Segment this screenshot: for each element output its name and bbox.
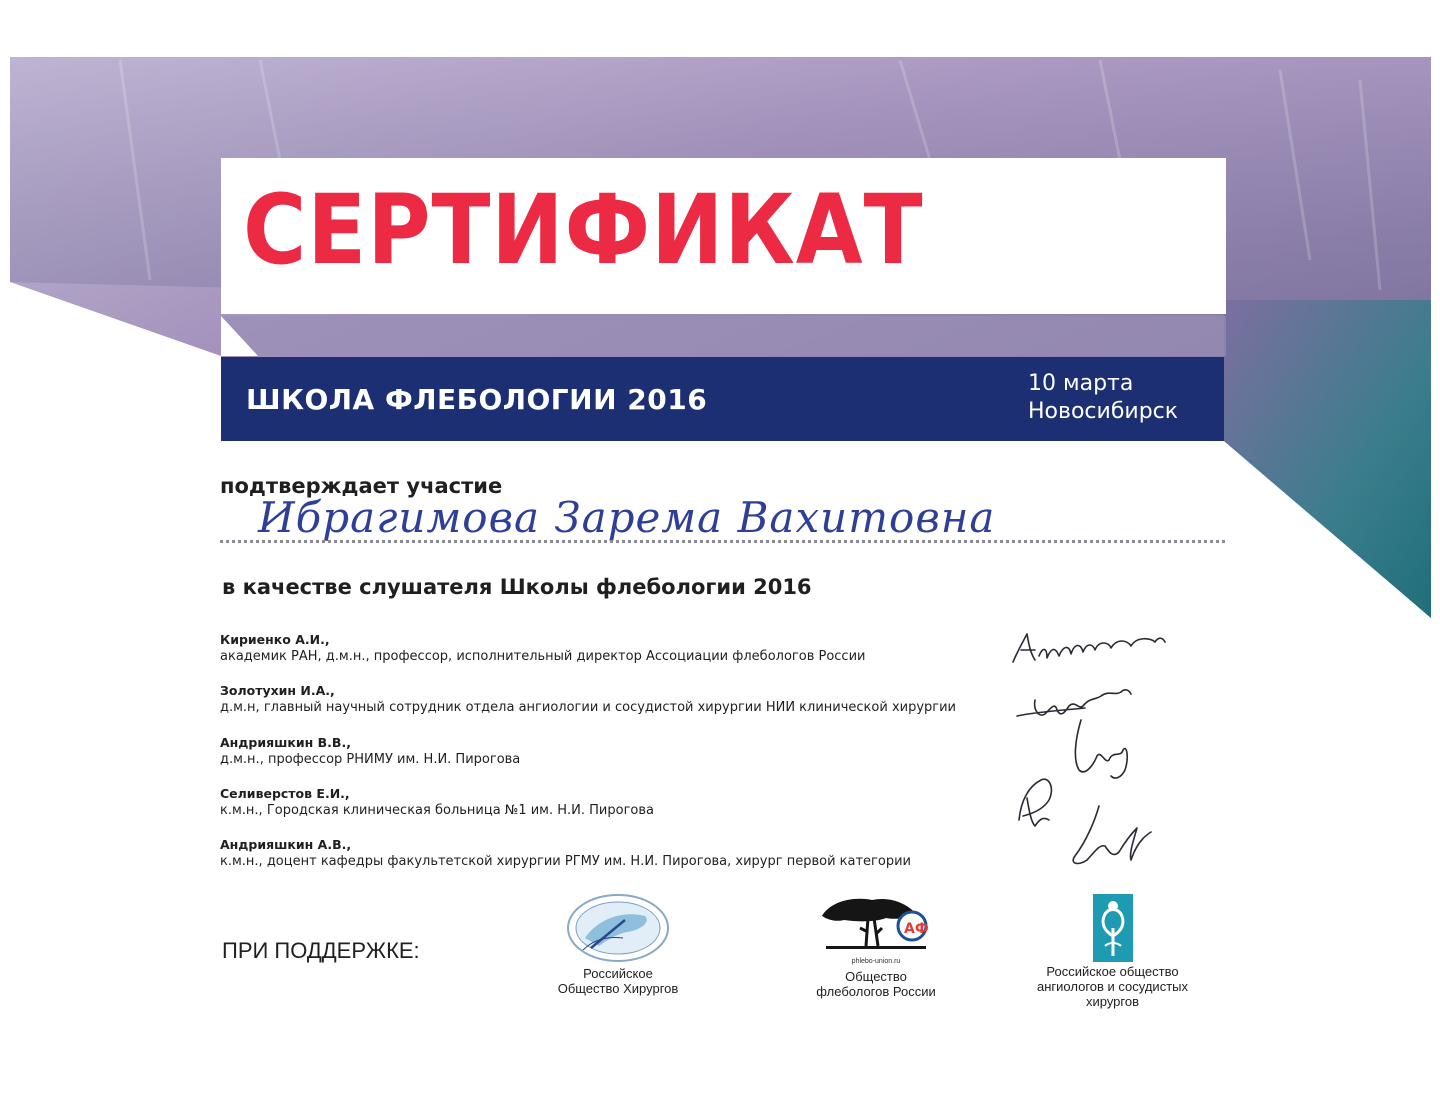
- signer-4: [220, 785, 980, 819]
- signer-5: [220, 836, 980, 870]
- signer-desc: академик РАН, д.м.н., профессор, исполнительный директор Ассоциации флебологов России: [220, 649, 866, 664]
- angiologists-logo: [1091, 892, 1135, 964]
- org-angiologists: [1030, 892, 1195, 1009]
- signature-5: [1073, 806, 1151, 863]
- org-caption-line: Общество Хирургов: [557, 981, 679, 996]
- dotted-line: [220, 540, 1225, 543]
- org-caption-line: хирургов: [1085, 994, 1140, 1009]
- surgeons-logo: [563, 890, 673, 966]
- school-name: ШКОЛА ФЛЕБОЛОГИИ 2016: [246, 383, 708, 416]
- org-surgeons: [548, 890, 688, 996]
- org-caption-line: Российское: [583, 966, 653, 981]
- signature-3: [1075, 720, 1127, 778]
- recipient-name: Ибрагимова Зарема Вахитовна: [258, 493, 996, 542]
- title-box: [221, 158, 1226, 314]
- event-date: 10 марта: [1028, 371, 1134, 396]
- phlebo-mark: АФ: [904, 921, 929, 937]
- phlebo-url: phlebo-union.ru: [851, 958, 901, 965]
- signer-1: [220, 631, 980, 665]
- signature-1: [1013, 634, 1165, 662]
- org-caption-line: Российское общество: [1046, 964, 1179, 979]
- signer-name: Золотухин И.А.,: [220, 683, 335, 698]
- signer-desc: д.м.н, главный научный сотрудник отдела ангиологии и сосудистой хирургии НИИ клинической хирургии: [220, 700, 957, 715]
- signer-3: [220, 734, 980, 768]
- certificate-title: СЕРТИФИКАТ: [243, 174, 924, 286]
- signature-2: [1017, 690, 1131, 716]
- signer-2: [220, 682, 980, 716]
- school-band: [221, 357, 1224, 441]
- confirm-text: подтверждает участие: [220, 474, 503, 498]
- signer-name: Андрияшкин В.В.,: [220, 735, 351, 750]
- phlebologists-logo: [816, 888, 936, 956]
- signer-name: Андрияшкин А.В.,: [220, 837, 352, 852]
- org-caption-line: ангиологов и сосудистых: [1037, 979, 1188, 994]
- org-caption-line: флебологов России: [816, 984, 936, 999]
- role-text: в качестве слушателя Школы флебологии 2016: [222, 575, 812, 599]
- org-caption-line: Общество: [845, 969, 907, 984]
- signer-desc: к.м.н., доцент кафедры факультетской хирургии РГМУ им. Н.И. Пирогова, хирург первой категории: [220, 854, 911, 869]
- signer-name: Селиверстов Е.И.,: [220, 786, 350, 801]
- signature-4: [1019, 779, 1051, 826]
- support-label: ПРИ ПОДДЕРЖКЕ:: [222, 938, 420, 963]
- signer-name: Кириенко А.И.,: [220, 632, 330, 647]
- org-phlebologists: [806, 888, 946, 999]
- event-city: Новосибирск: [1028, 399, 1179, 424]
- signatures-block: [1005, 620, 1185, 880]
- signer-desc: к.м.н., Городская клиническая больница №1 им. Н.И. Пирогова: [220, 803, 654, 818]
- signer-desc: д.м.н., профессор РНИМУ им. Н.И. Пирогова: [220, 752, 521, 767]
